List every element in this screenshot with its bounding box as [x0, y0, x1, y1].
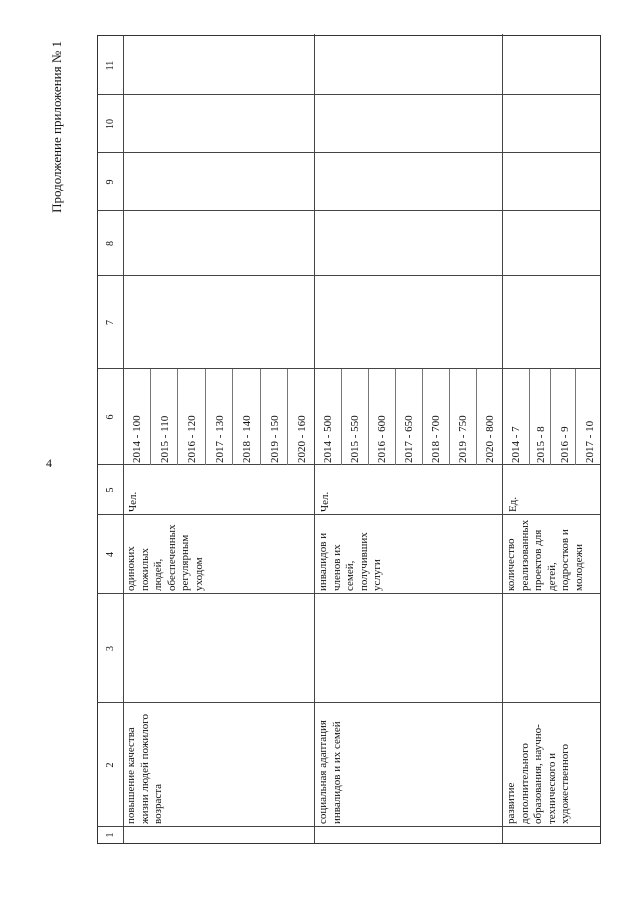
column-number-1: 1: [105, 832, 116, 838]
value-item: 2017 - 10: [583, 420, 596, 463]
goal-cell: повышение качества жизни людей пожилого возраста: [125, 714, 164, 824]
column-separator: [98, 210, 600, 211]
column-number-6: 6: [105, 414, 116, 420]
column-number-2: 2: [105, 762, 116, 768]
value-item: 2019 - 150: [261, 369, 289, 465]
values-cell: [502, 369, 600, 465]
column-separator: [98, 514, 600, 515]
value-item: 2015 - 550: [341, 369, 369, 465]
column-separator: [98, 152, 600, 153]
value-item: 2014 - 7: [502, 369, 530, 465]
column-number-3: 3: [105, 646, 116, 651]
appendix-caption: Продолжение приложения № 1: [49, 41, 64, 213]
value-item: 2019 - 750: [449, 369, 477, 465]
page-number: 4: [46, 456, 52, 470]
value-item: 2020 - 160: [296, 415, 308, 463]
column-number-7: 7: [105, 320, 116, 325]
value-item: 2018 - 700: [422, 369, 450, 465]
value-item: 2017 - 650: [395, 369, 423, 465]
value-item: 2017 - 130: [206, 369, 234, 465]
column-number-10: 10: [105, 119, 116, 129]
column-separator: [98, 275, 600, 276]
value-item: 2014 - 100: [123, 369, 151, 465]
column-number-11: 11: [105, 60, 116, 71]
column-number-8: 8: [105, 241, 116, 246]
value-item: 2015 - 110: [151, 369, 179, 465]
value-item: 2014 - 500: [314, 369, 342, 465]
unit-cell: Чел.: [319, 491, 331, 512]
goal-cell: развитие дополнительного образования, научно-технического и художественного: [505, 724, 571, 824]
indicator-cell: одиноких пожилых людей, обеспеченных регулярным уходом: [125, 524, 205, 591]
column-separator: [98, 702, 600, 703]
value-item: 2020 - 800: [484, 415, 496, 463]
column-separator: [98, 826, 600, 827]
values-cell: [123, 369, 314, 465]
indicator-cell: инвалидов и членов их семей, получивших услуги: [317, 532, 383, 591]
values-cell: [314, 369, 502, 465]
column-separator: [98, 593, 600, 594]
value-item: 2015 - 8: [527, 369, 552, 465]
rotated-table-content: [41, 24, 601, 844]
column-number-9: 9: [105, 179, 116, 185]
indicator-cell: количество реализованных проектов для детей, подростков и молодежи: [505, 519, 585, 591]
value-item: 2016 - 9: [551, 369, 576, 465]
goal-cell: социальная адаптация инвалидов и их семей: [317, 720, 343, 824]
unit-cell: Чел.: [127, 491, 139, 512]
column-number-5: 5: [105, 487, 116, 493]
value-item: 2016 - 120: [178, 369, 206, 465]
column-number-4: 4: [105, 552, 116, 557]
data-table: [97, 35, 601, 844]
unit-cell: Ед.: [507, 496, 519, 512]
column-separator: [98, 94, 600, 95]
value-item: 2016 - 600: [368, 369, 396, 465]
value-item: 2018 - 140: [233, 369, 261, 465]
